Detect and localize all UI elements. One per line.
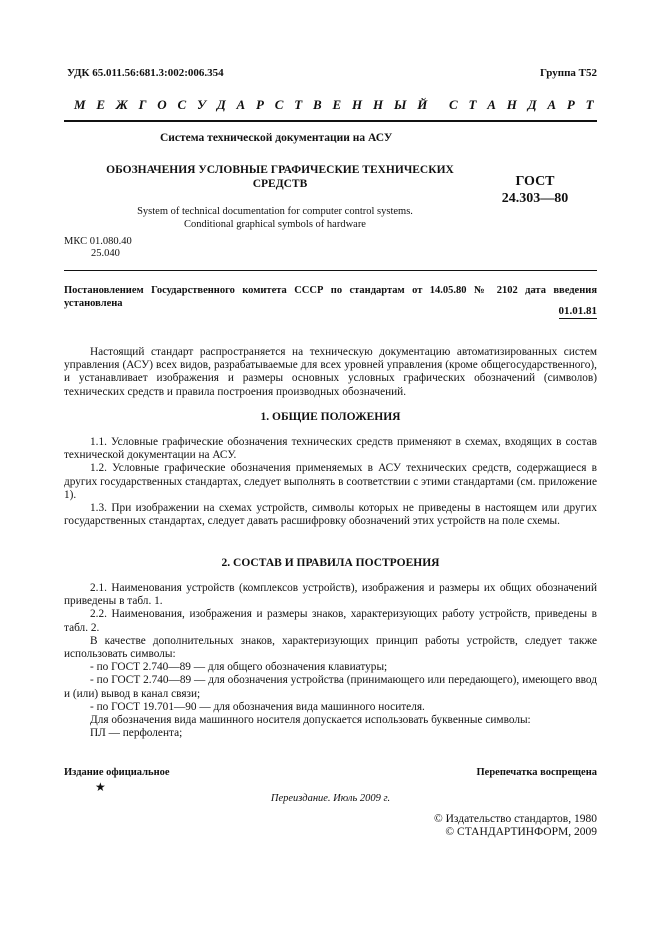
banner-letter: Т bbox=[294, 97, 303, 112]
banner-letter: А bbox=[236, 97, 246, 112]
section-1-body bbox=[64, 436, 597, 528]
gost-label: ГОСТ bbox=[515, 174, 555, 189]
header-divider bbox=[64, 120, 597, 122]
mks-code: 01.080.40 bbox=[89, 236, 132, 247]
section-heading: 2. СОСТАВ И ПРАВИЛА ПОСТРОЕНИЯ bbox=[221, 557, 440, 569]
paragraph: 2.1. Наименования устройств (комплексов устройств), изображения и размеры их общих обозначений приведены в табл. 1. bbox=[64, 582, 597, 608]
banner-letter: Д bbox=[527, 97, 537, 112]
group-code: Группа Т52 bbox=[539, 67, 597, 79]
banner-letter: Р bbox=[256, 97, 264, 112]
star-icon: ★ bbox=[95, 780, 106, 794]
title-line: СРЕДСТВ bbox=[252, 178, 308, 190]
copyright-line: © СТАНДАРТИНФОРМ, 2009 bbox=[445, 826, 597, 838]
introduction-date: 01.01.81 bbox=[558, 305, 597, 317]
paragraph: В качестве дополнительных знаков, характеризующих принцип работы устройств, следует также использовать символы: bbox=[64, 634, 597, 661]
reissue-note: Переиздание. Июль 2009 г. bbox=[270, 793, 391, 804]
paragraph: ПЛ — перфолента; bbox=[90, 727, 183, 740]
banner-letter: Н bbox=[352, 97, 363, 112]
interstate-standard-banner bbox=[74, 97, 594, 113]
banner-letter: Г bbox=[138, 97, 147, 112]
paragraph: 1.3. При изображении на схемах устройств, символы которых не приведены в настоящем или других государственных стандартах, следует давать расшифровку обозначений этих устройств на поле схемы. bbox=[64, 502, 597, 528]
paragraph: 1.2. Условные графические обозначения применяемых в АСУ технических средств, содержащиеся в других государственных стандартах, следует выполнять в соответствии с этими стандартами (см. приложение 1). bbox=[64, 462, 597, 501]
mks-code: 25.040 bbox=[91, 248, 120, 259]
banner-letter: Ж bbox=[115, 97, 128, 112]
gost-code: 24.303—80 bbox=[501, 191, 569, 206]
reprint-prohibited: Перепечатка воспрещена bbox=[476, 767, 597, 778]
system-title: Система технической документации на АСУ bbox=[160, 132, 393, 144]
paragraph: 2.2. Наименования, изображения и размеры знаков, характеризующих работу устройств, приведены в табл. 2. bbox=[64, 608, 597, 634]
banner-letter: Й bbox=[417, 97, 428, 112]
gost-number bbox=[490, 173, 580, 207]
paragraph: - по ГОСТ 2.740—89 — для обозначения устройства (принимающего или передающего), имеющего ввод и (или) вывод в канал связи; bbox=[64, 674, 597, 700]
banner-letter: Е bbox=[96, 97, 106, 112]
banner-letter: О bbox=[157, 97, 167, 112]
banner-letter: Д bbox=[216, 97, 226, 112]
udk-code: УДК 65.011.56:681.3:002:006.354 bbox=[67, 67, 224, 79]
english-title-line: System of technical documentation for computer control systems. bbox=[137, 206, 413, 217]
mks-divider bbox=[64, 270, 597, 271]
banner-letter: А bbox=[547, 97, 557, 112]
banner-letter: М bbox=[74, 97, 86, 112]
english-title-line: Conditional graphical symbols of hardware bbox=[184, 219, 366, 230]
banner-letter: Ы bbox=[393, 97, 407, 112]
decree-text: Постановлением Государственного комитета СССР по стандартам от 14.05.80 № 2102 дата введения установлена bbox=[64, 285, 597, 309]
paragraph: Настоящий стандарт распространяется на техническую документацию автоматизированных систем управления (АСУ) всех видов, разрабатываемые для всех уровней управления (кроме общегосударственного), и устанавливает изображения и размеры основных условных графических обозначений (символов) технических средств и правила построения производных обозначений. bbox=[64, 346, 597, 398]
banner-letter: Н bbox=[372, 97, 384, 112]
banner-letter: Т bbox=[468, 97, 477, 112]
copyright-line: © Издательство стандартов, 1980 bbox=[433, 813, 597, 825]
paragraph: Для обозначения вида машинного носителя допускается использовать буквенные символы: bbox=[90, 714, 531, 727]
banner-letter: Е bbox=[332, 97, 342, 112]
mks-label: МКС bbox=[64, 236, 88, 247]
paragraph: - по ГОСТ 2.740—89 — для общего обозначения клавиатуры; bbox=[90, 661, 388, 674]
official-edition: Издание официальное bbox=[64, 767, 170, 778]
banner-letter: А bbox=[487, 97, 496, 112]
section-heading: 1. ОБЩИЕ ПОЛОЖЕНИЯ bbox=[260, 411, 401, 423]
paragraph: - по ГОСТ 19.701—90 — для обозначения вида машинного носителя. bbox=[90, 700, 425, 713]
banner-letter: В bbox=[313, 97, 322, 112]
document-title bbox=[80, 163, 480, 191]
section-2-body bbox=[64, 582, 597, 740]
copyright-block bbox=[434, 813, 597, 839]
banner-letter: С bbox=[449, 97, 458, 112]
banner-letter: Р bbox=[566, 97, 575, 112]
mks-codes bbox=[64, 236, 132, 260]
intro-paragraph bbox=[64, 346, 597, 399]
paragraph: 1.1. Условные графические обозначения технических средств применяют в схемах, входящих в состав технической документации на АСУ. bbox=[64, 436, 597, 462]
title-line: ОБОЗНАЧЕНИЯ УСЛОВНЫЕ ГРАФИЧЕСКИЕ ТЕХНИЧЕСКИХ bbox=[106, 164, 454, 176]
banner-letter: Н bbox=[506, 97, 517, 112]
banner-letter: Т bbox=[585, 97, 594, 112]
banner-letter: С bbox=[177, 97, 187, 112]
banner-letter: С bbox=[274, 97, 284, 112]
banner-letter: У bbox=[196, 97, 207, 112]
english-title bbox=[80, 205, 470, 231]
